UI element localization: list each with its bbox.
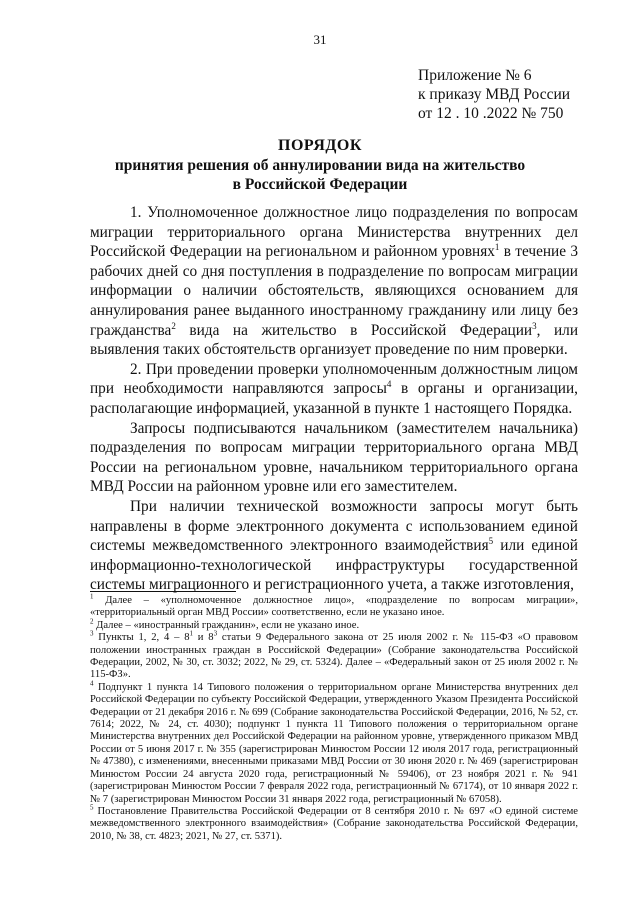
footnote-2 — [90, 617, 578, 632]
paragraph-2 — [90, 360, 578, 419]
annex-order-date: от 12 . 10 .2022 № 750 — [418, 105, 564, 122]
annex-order-ref: к приказу МВД России — [418, 86, 571, 103]
paragraph-1-part-a: 1. Уполномоченное должностное лицо подразделения по вопросам миграции территориального органа Министерства внутренних дел Российской Федерации на региональном и районном уровнях — [90, 204, 578, 261]
footnote-4 — [90, 679, 578, 806]
footnote-ref-5: 5 — [488, 536, 494, 546]
annex-title: Приложение № 6 — [418, 67, 532, 84]
footnote-3-mark: 3 — [90, 629, 94, 638]
footnote-3-sup-2: 3 — [213, 629, 218, 638]
title-heading: ПОРЯДОК — [278, 137, 362, 154]
footnote-ref-4: 4 — [386, 379, 392, 390]
footnote-5 — [90, 803, 578, 843]
footnote-3-part-b: и 8 — [193, 632, 214, 644]
annex-header — [418, 66, 570, 123]
footnote-ref-3: 3 — [532, 320, 537, 331]
footnote-3-part-c: статьи 9 Федерального закона от 25 июля 2002 г. № 115-ФЗ «О правовом положении иностранных граждан в Российской Федерации» (Собрание законодательства Российской Федерации, 2002, № 30, ст. 3032; 2022, № 29, ст. 5324). Далее – «Федеральный закон от 25 июля 2002 г. № 115-ФЗ». — [90, 632, 579, 681]
paragraph-1-part-c: вида на жительство в Российской Федерации — [175, 321, 533, 339]
footnote-ref-2: 2 — [171, 320, 176, 331]
footnote-ref-1: 1 — [494, 242, 500, 253]
paragraph-1-part-b: в течение 3 рабочих дней со дня поступления в подразделение по вопросам миграции информации о наличии обстоятельств, являющихся основанием для аннулирования ранее выданного иностранному гражданину или лицу без гражданства — [90, 243, 578, 339]
footnote-divider — [90, 591, 236, 592]
paragraph-2-part-a: 2. При проведении проверки уполномоченным должностным лицом при необходимости направляются запросы — [90, 360, 578, 398]
title-subheading-2: в Российской Федерации — [232, 176, 408, 193]
footnote-2-mark: 2 — [90, 617, 94, 626]
footnotes — [90, 592, 579, 843]
footnote-1-text: Далее – «уполномоченное должностное лицо», «подразделение по вопросам миграции», «территориальный орган МВД России» соответственно, если не указано иное. — [90, 595, 578, 619]
footnote-1 — [90, 592, 578, 620]
footnote-5-mark: 5 — [90, 803, 94, 812]
footnote-3-sup-1: 1 — [189, 629, 193, 638]
footnote-4-mark: 4 — [90, 679, 94, 688]
footnote-5-text: Постановление Правительства Российской Федерации от 8 сентября 2010 г. № 697 «О единой системе межведомственного электронного взаимодействия» (Собрание законодательства Российской Федерации, 2010, № 38, ст. 4823; 2021, № 27, ст. 5371). — [90, 805, 578, 842]
document-title — [0, 136, 640, 194]
paragraph-4 — [90, 497, 578, 595]
footnote-2-text: Далее – «иностранный гражданин», если не указано иное. — [93, 619, 360, 631]
footnote-3 — [90, 629, 579, 682]
page-number: 31 — [313, 32, 327, 47]
paragraph-1 — [90, 203, 578, 360]
footnote-3-part-a: Пункты 1, 2, 4 – 8 — [93, 632, 190, 644]
paragraph-4-part-b: или единой информационно-технологической инфраструктуры государственной системы миграционного и регистрационного учета, а также изготовления, — [90, 537, 578, 594]
paragraph-2-part-b: в органы и организации, располагающие информацией, указанной в пункте 1 настоящего Порядка. — [90, 380, 578, 417]
paragraph-4-part-a: При наличии технической возможности запросы могут быть направлены в форме электронного документа с использованием единой системы межведомственного электронного взаимодействия — [90, 497, 578, 555]
footnote-4-text: Подпункт 1 пункта 14 Типового положения о территориальном органе Министерства внутренних дел Российской Федерации по субъекту Российской Федерации, утвержденного Указом Президента Российской Федерации от 21 декабря 2016 г. № 699 (Собрание законодательства Российской Федерации, 2016, № 52, ст. 7614; 2022, № 24, ст. 4030); подпункт 1 пункта 11 Типового положения о территориальном органе Министерства внутренних дел Российской Федерации на районном уровне, утвержденного приказом МВД России от 5 июня 2017 г. № 355 (зарегистрирован Минюстом России 12 июля 2017 года, регистрационный № 47380), с изменениями, внесенными приказами МВД России от 30 июня 2020 г. № 469 (зарегистрирован Минюстом России 24 августа 2020 года, регистрационный № 59406), от 23 ноября 2021 г. № 941 (зарегистрирован Минюстом России 7 февраля 2022 года, регистрационный № 67174), от 10 января 2022 г. № 7 (зарегистрирован Минюстом России 31 января 2022 года, регистрационный № 67058). — [90, 681, 578, 805]
title-subheading-1: принятия решения об аннулировании вида на жительство — [114, 157, 526, 174]
document-body — [90, 203, 578, 595]
footnote-1-mark: 1 — [90, 592, 94, 601]
paragraph-1-part-d: , или выявления таких обстоятельств организует проведение по ним проверки. — [90, 321, 579, 359]
paragraph-3: Запросы подписываются начальником (заместителем начальника) подразделения по вопросам миграции территориального органа МВД России на региональном уровне, начальником территориального органа МВД России на районном уровне или его заместителем. — [90, 419, 578, 496]
